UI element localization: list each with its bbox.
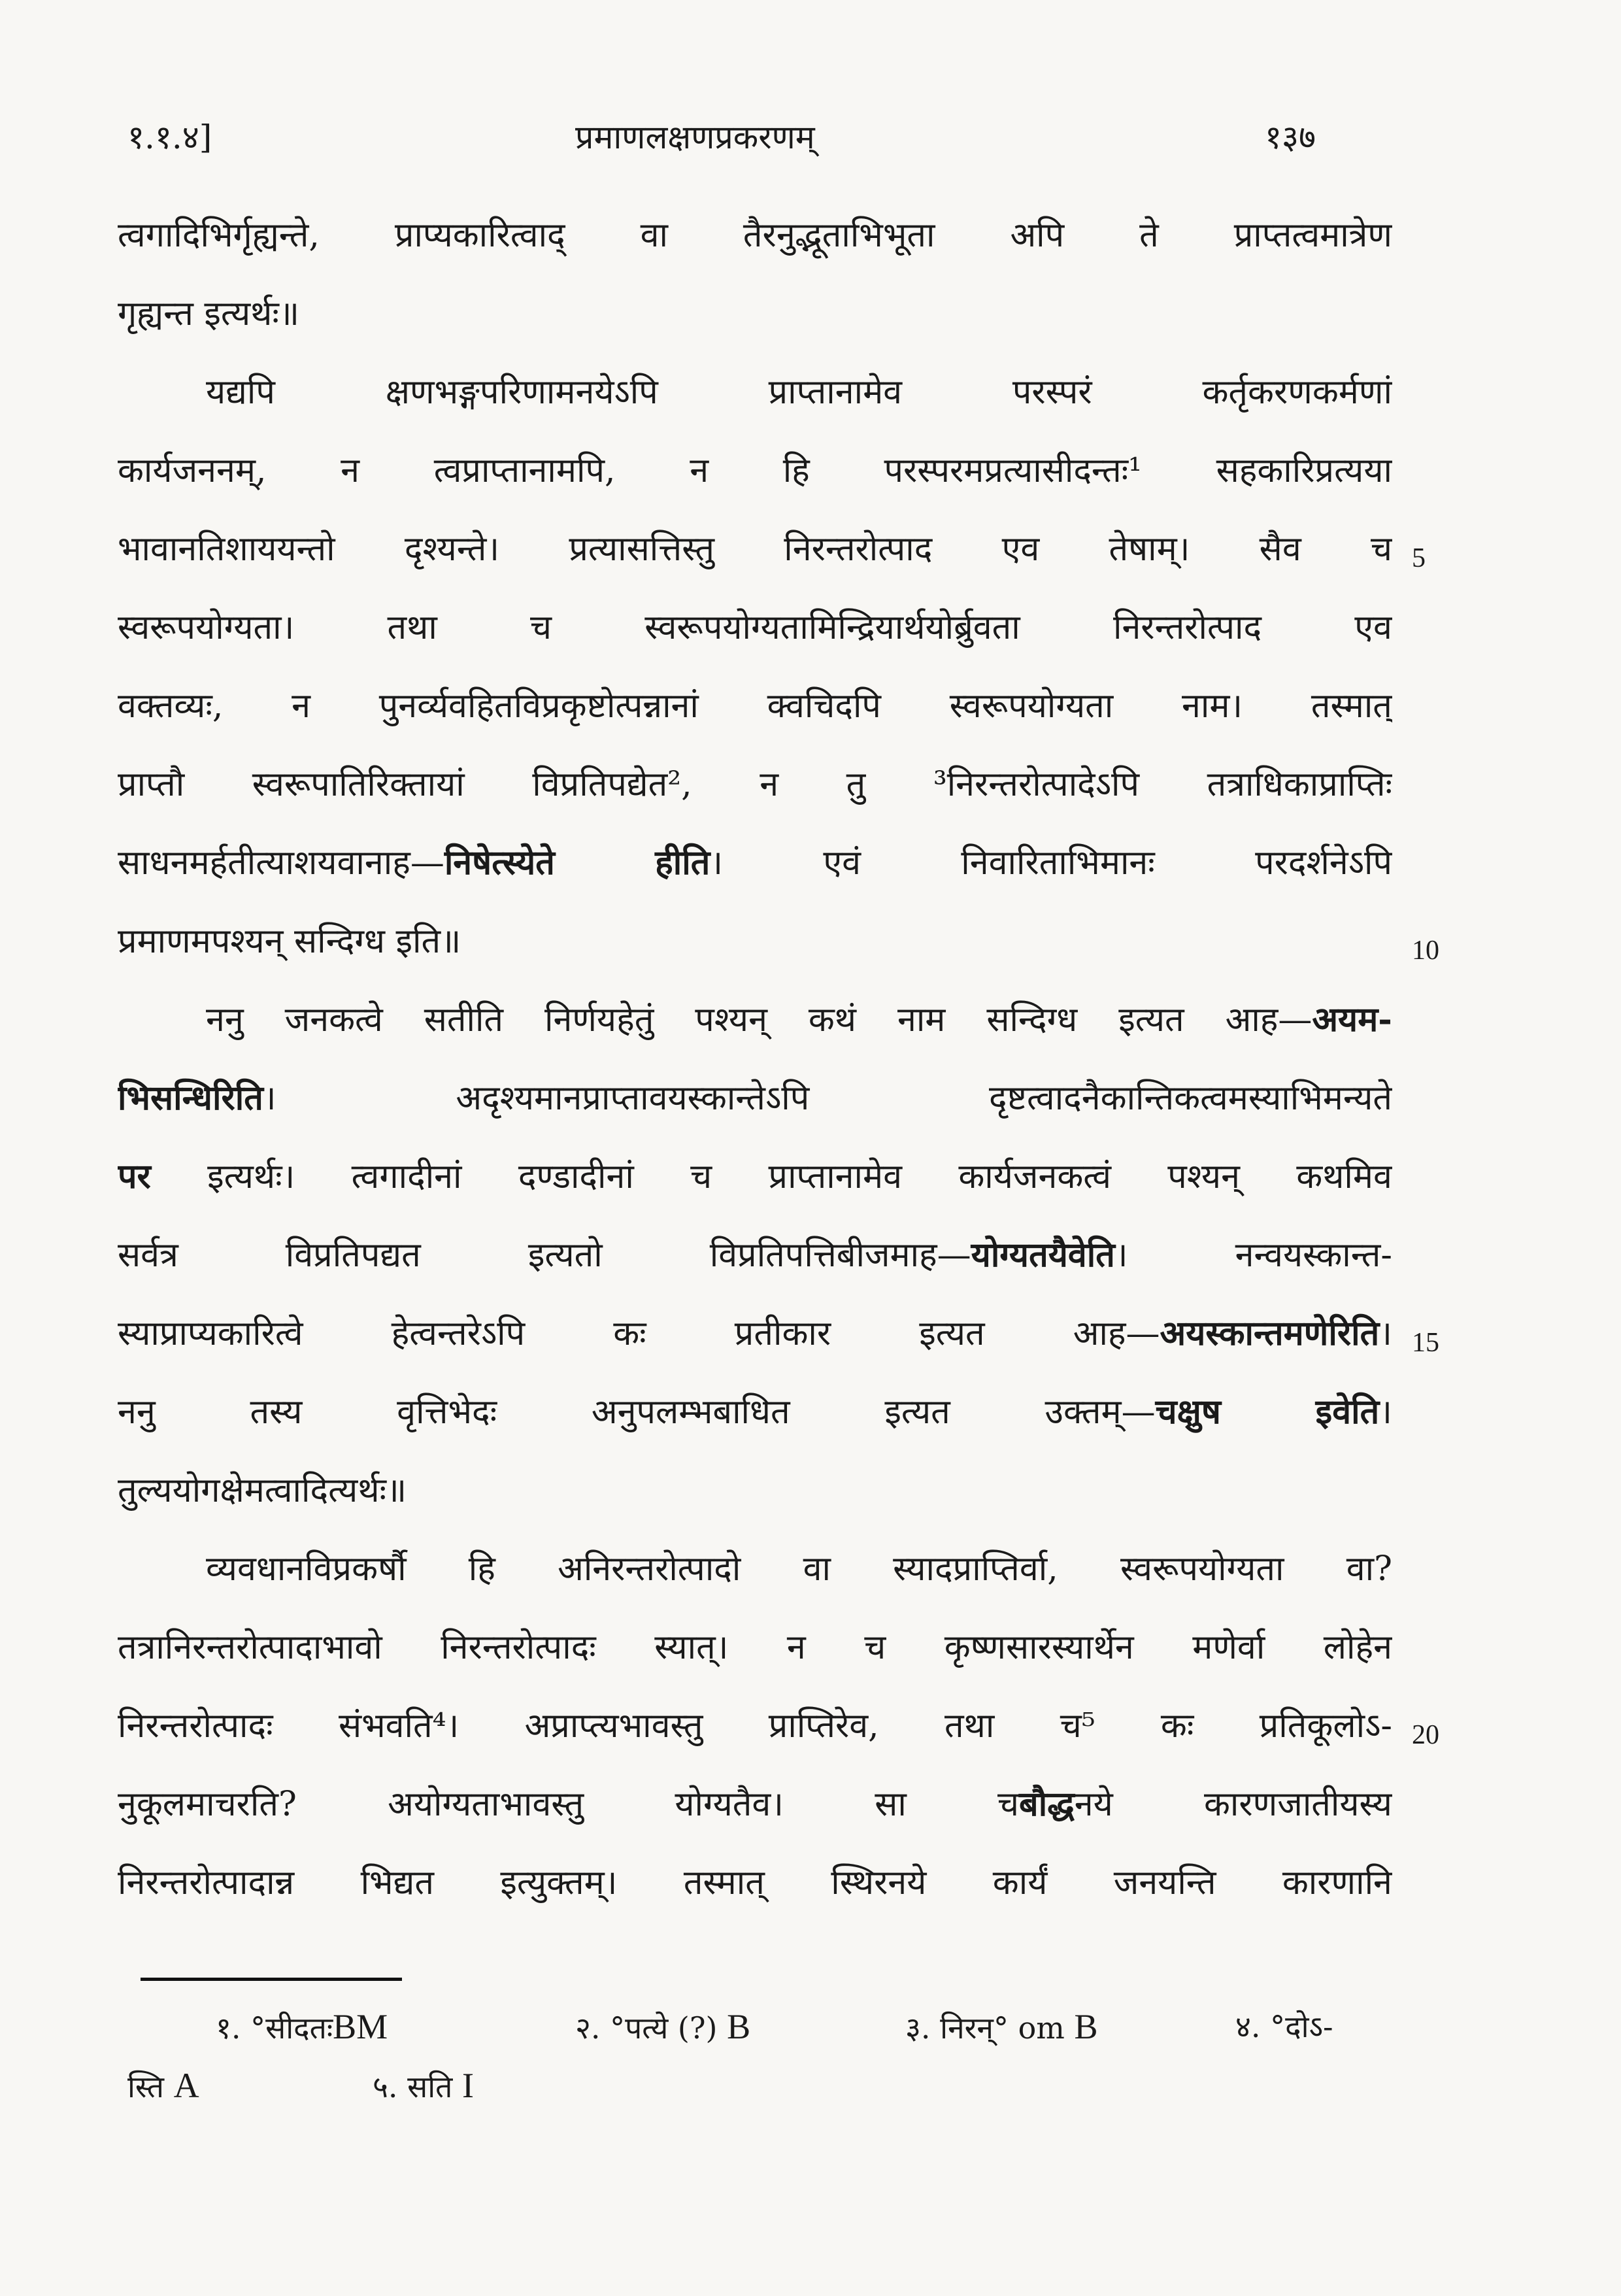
word: संभवति⁴। [338,1706,460,1746]
word: कथं [808,1000,857,1039]
word: हि [468,1549,495,1589]
text-line [118,824,1392,902]
word: क्वचिदपि [767,686,881,726]
footnote-5-source: I [462,2066,475,2105]
word: ननु [118,1393,156,1432]
word: निरन्तरोत्पादः [118,1706,273,1746]
word: सर्वत्र [118,1236,178,1275]
word: प्रतिकूलोऽ- [1259,1706,1392,1746]
word: अयोग्यताभावस्तु [388,1785,584,1824]
word: साधनमर्हतीत्याशयवानाह—निषेत्स्येते [118,843,555,883]
text-line [118,1216,1392,1294]
word: अनुपलम्भबाधित [591,1393,790,1432]
footnote-1-label: १. °सीदतः [216,2010,333,2046]
footnote-2 [575,2001,750,2054]
word: कारणजातीयस्य [1203,1785,1392,1824]
word: अदृश्यमानप्राप्तावयस्कान्तेऽपि [456,1079,810,1118]
word: स्यादप्राप्तिर्वा, [893,1549,1058,1589]
word: परस्परं [1012,373,1092,412]
word: निरन्तरोत्पादान्न [118,1863,295,1902]
word: दण्डादीनां [518,1157,634,1196]
word: ³निरन्तरोत्पादेऽपि [933,765,1140,804]
text-line [118,510,1392,588]
word: कार्यजनकत्वं [958,1157,1111,1196]
footnote-4-label: ४. °दोऽ- [1235,2009,1333,2044]
text-line [118,1138,1392,1216]
word: इत्यतो [527,1236,603,1275]
word: स्वरूपयोग्यता [949,686,1114,726]
text-segment: तुल्ययोगक्षेमत्वादित्यर्थः॥ [118,1471,407,1510]
word: च⁵ [1060,1706,1095,1746]
text-line [118,353,1392,431]
word: कर्तृकरणकर्मणां [1202,373,1392,412]
word: सहकारिप्रत्यया [1216,451,1392,490]
text-line [118,745,1392,824]
word: वा [640,216,668,255]
word: न [786,1628,806,1667]
word: कः [613,1314,646,1353]
word: हीति। [655,843,724,883]
footnote-1 [216,2001,388,2054]
footnote-4 [1235,2001,1333,2053]
word: त्वप्राप्तानामपि, [433,451,616,490]
word: हि [782,451,810,490]
word: विप्रतिपद्येत², [532,765,692,804]
word: एवं [823,843,861,883]
word: भावानतिशाययन्तो [118,530,335,569]
word: पश्यन् [695,1000,767,1039]
word: त्वगादीनां [351,1157,462,1196]
word: पुनर्व्यवहितविप्रकृष्टोत्पन्नानां [378,686,699,726]
word: वा? [1346,1549,1392,1589]
word: न [760,765,779,804]
word: इत्युक्तम्। [500,1863,618,1902]
word: स्वरूपयोग्यता। [118,608,295,647]
word: इत्यर्थः। [207,1157,295,1196]
text-segment: प्रमाणमपश्यन् सन्दिग्ध इति॥ [118,922,461,961]
word: स्याप्राप्यकारित्वे [118,1314,303,1353]
word: प्राप्यकारित्वाद् [394,216,565,255]
line-number-15: 15 [1412,1328,1439,1358]
word: एव [1001,530,1040,569]
text-line [118,1687,1392,1765]
word: कृष्णसारस्यार्थेन [944,1628,1134,1667]
text-line [118,275,1392,353]
word: कः [1160,1706,1194,1746]
footnote-5 [373,2059,474,2113]
text-line [118,1844,1392,1922]
footnote-1-source: BM [333,2007,388,2046]
word: स्यात्। [654,1628,729,1667]
word: तत्राधिकाप्राप्तिः [1207,765,1392,804]
word: अनिरन्तरोत्पादो [558,1549,741,1589]
footnote-3-label: ३. निरन्° om [905,2010,1065,2046]
word: तस्मात् [1311,686,1392,726]
word: स्वरूपातिरिक्तायां [252,765,465,804]
word: जनयन्ति [1113,1863,1216,1902]
word: नन्वयस्कान्त- [1235,1236,1392,1275]
word: तेषाम्। [1109,530,1190,569]
word: प्रत्यासत्तिस्तु [569,530,715,569]
text-line [118,981,1392,1059]
word: प्राप्तौ [118,765,185,804]
word: च [690,1157,712,1196]
word: सन्दिग्ध [986,1000,1078,1039]
word: निर्णयहेतुं [544,1000,654,1039]
footnote-2-source: B [727,2007,751,2046]
footnote-separator [141,1978,402,1981]
text-line [118,1294,1392,1373]
word: नुकूलमाचरति? [118,1785,297,1824]
word: पश्यन् [1167,1157,1240,1196]
word: योग्यतैव। [675,1785,784,1824]
text-line [118,196,1392,275]
word: प्राप्तानामेव [768,1157,903,1196]
word: जनकत्वे [284,1000,383,1039]
word: तस्य [250,1393,303,1432]
word: सा [875,1785,907,1824]
word: क्षणभङ्गपरिणामनयेऽपि [385,373,658,412]
word: सैव [1259,530,1301,569]
word: इत्यत [884,1393,950,1432]
word: विप्रतिपद्यत [285,1236,421,1275]
word: नाम। [1182,686,1243,726]
word: दृश्यन्ते। [404,530,500,569]
word: वक्तव्यः, [118,686,224,726]
word: भिद्यत [360,1863,434,1902]
text-line [118,902,1392,981]
footnote-3-source: B [1074,2007,1098,2046]
body-text [118,196,1392,1922]
word: इवेति। [1315,1392,1392,1432]
word: स्थिरनये [831,1863,927,1902]
text-line [118,1765,1392,1844]
word: अप्राप्त्यभावस्तु [524,1706,703,1746]
word: स्वरूपयोग्यता [1120,1549,1284,1589]
text-line [118,667,1392,745]
word: न [292,686,310,726]
text-segment: गृह्यन्त इत्यर्थः॥ [118,294,300,333]
word: निवारिताभिमानः [961,843,1155,883]
word: पर [118,1156,151,1196]
word: आह—अयस्कान्तमणेरिति। [1073,1313,1392,1353]
word: निरन्तरोत्पाद [1112,608,1262,647]
word: परस्परमप्रत्यासीदन्तः¹ [884,451,1142,490]
word: हेत्वन्तरेऽपि [391,1314,526,1353]
word: दृष्टत्वादनैकान्तिकत्वमस्याभिमन्यते [989,1079,1392,1118]
word: कथमिव [1296,1157,1392,1196]
word: परदर्शनेऽपि [1255,843,1392,883]
word: चबौद्धनये [997,1784,1113,1824]
running-title: प्रमाणलक्षणप्रकरणम् [575,118,815,156]
word: न [690,451,709,490]
word: तु [846,765,866,804]
word: न [341,451,360,490]
footnote-4-source: A [173,2066,199,2105]
word: अपि [1010,216,1065,255]
footnote-3 [905,2001,1098,2054]
footnote-2-label: २. °पत्ये (?) [575,2010,718,2046]
word: उक्तम्—चक्षुष [1044,1392,1221,1432]
text-line [118,1530,1392,1608]
word: इत्यत [1118,1000,1184,1039]
word: यद्यपि [206,373,275,412]
word: सतीति [424,1000,504,1039]
word: तस्मात् [683,1863,765,1902]
word: च [530,608,552,647]
word: निरन्तरोत्पादः [441,1628,596,1667]
section-reference: १.१.४] [127,118,212,156]
footnote-4-continuation [127,2059,199,2113]
line-number-5: 5 [1412,543,1426,573]
text-line [118,1608,1392,1687]
word: त्वगादिभिर्गृह्यन्ते, [118,216,320,255]
text-line [118,1451,1392,1530]
word: स्वरूपयोग्यतामिन्द्रियार्थयोर्ब्रुवता [644,608,1020,647]
word: च [864,1628,886,1667]
word: वृत्तिभेदः [397,1393,497,1432]
word: विप्रतिपत्तिबीजमाह—योग्यतयैवेति। [709,1235,1128,1275]
word: आह—अयम- [1225,1000,1392,1039]
page-number: १३७ [1265,118,1316,156]
word: कार्यजननम्, [118,451,267,490]
word: तथा [387,608,437,647]
line-number-10: 10 [1412,936,1439,966]
word: कारणानि [1282,1863,1392,1902]
text-line [118,431,1392,510]
word: प्राप्तिरेव, [768,1706,879,1746]
word: कार्यं [992,1863,1048,1902]
word: नाम [897,1000,946,1039]
word: तत्रानिरन्तरोत्पादाभावो [118,1628,382,1667]
word: प्राप्तानामेव [768,373,903,412]
word: इत्यत [919,1314,985,1353]
word: प्राप्तत्वमात्रेण [1233,216,1392,255]
word: निरन्तरोत्पाद [784,530,933,569]
word: तथा [944,1706,995,1746]
word: लोहेन [1323,1628,1392,1667]
text-line [118,1059,1392,1138]
word: ते [1139,216,1159,255]
text-line [118,588,1392,667]
word: मणेर्वा [1192,1628,1265,1667]
word: भिसन्धिरिति। [118,1078,276,1118]
word: एव [1354,608,1392,647]
footnote-5-label: ५. सति [373,2069,453,2104]
word: ननु [206,1000,244,1039]
word: तैरनुद्भूताभिभूता [743,216,935,255]
word: च [1370,530,1392,569]
line-number-20: 20 [1412,1720,1439,1750]
word: व्यवधानविप्रकर्षौ [206,1549,407,1589]
text-line [118,1373,1392,1451]
word: प्रतीकार [734,1314,831,1353]
footnote-4-cont: स्ति [127,2069,165,2104]
word: वा [803,1549,831,1589]
